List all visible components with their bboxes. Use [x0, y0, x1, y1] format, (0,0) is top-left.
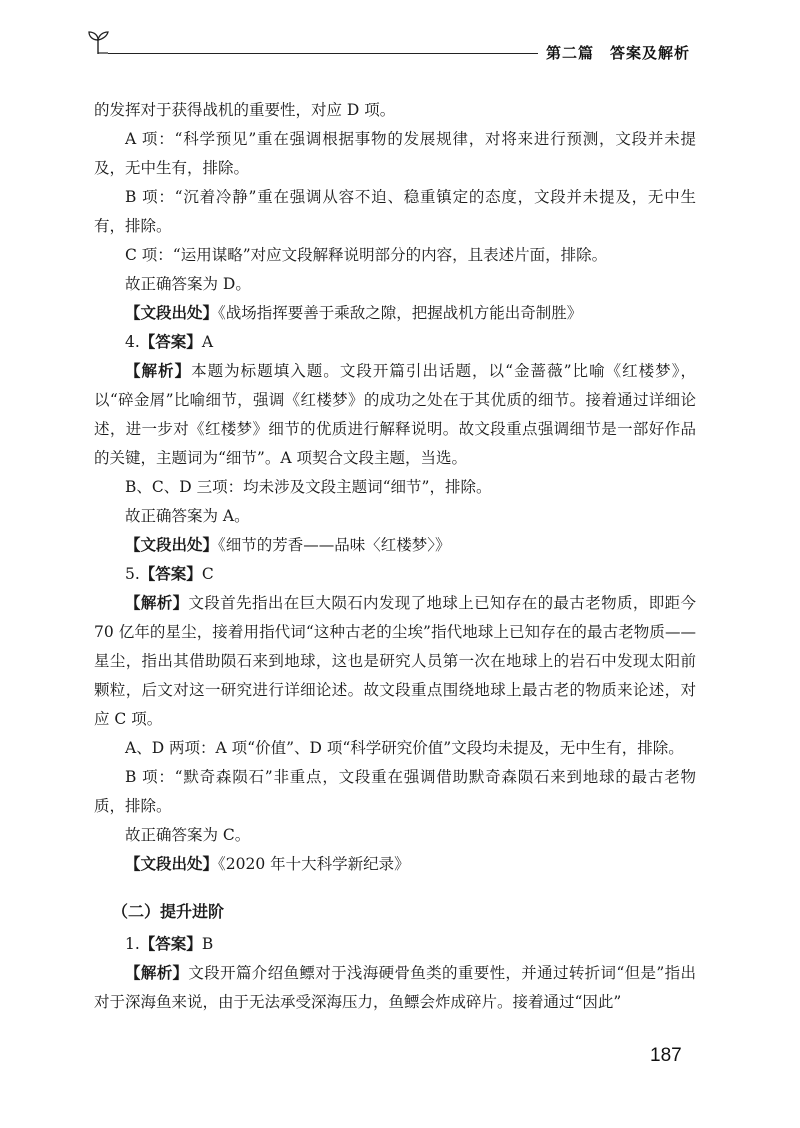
- answer-tag: 【答案】: [139, 333, 202, 351]
- analysis-paragraph: 【解析】文段首先指出在巨大陨石内发现了地球上已知存在的最古老物质，即距今 70 亿年的星尘，接着用指代词“这种古老的尘埃”指代地球上已知存在的最古老物质——星尘，指出其借助陨石来到地球，这也是研究人员第一次在地球上的岩石中发现太阳前颗粒，后文对这一研究进行详细论述。故文段重点围绕地球上最古老的物质来论述，对应 C 项。: [94, 594, 696, 728]
- paragraph: 的发挥对于获得战机的重要性，对应 D 项。: [94, 101, 396, 119]
- answer-paragraph: 1.【答案】B: [125, 935, 214, 953]
- analysis-tag: 【解析】: [125, 362, 192, 380]
- answer-tag: 【答案】: [139, 935, 202, 953]
- analysis-tag: 【解析】: [125, 594, 189, 612]
- paragraph: 故正确答案为 A。: [125, 507, 250, 525]
- paragraph: C 项：“运用谋略”对应文段解释说明部分的内容，且表述片面，排除。: [125, 246, 608, 264]
- answer-tag: 【答案】: [139, 565, 202, 583]
- paragraph: A 项：“科学预见”重在强调根据事物的发展规律，对将来进行预测，文段并未提及，无中生有，排除。: [94, 130, 696, 177]
- source-paragraph: 【文段出处】《2020 年十大科学新纪录》: [125, 855, 410, 873]
- header-title: 第二篇 答案及解析: [546, 44, 691, 62]
- paragraph: B、C、D 三项：均未涉及文段主题词“细节”，排除。: [125, 478, 492, 496]
- source-paragraph: 【文段出处】《细节的芳香——品味〈红楼梦〉》: [125, 536, 451, 554]
- paragraph: B 项：“默奇森陨石”非重点，文段重在强调借助默奇森陨石来到地球的最古老物质，排除。: [94, 768, 696, 815]
- page-number: 187: [650, 1045, 682, 1066]
- paragraph: 故正确答案为 D。: [125, 275, 251, 293]
- header-rule: [108, 53, 538, 54]
- analysis-paragraph: 【解析】本题为标题填入题。文段开篇引出话题，以“金蔷薇”比喻《红楼梦》，以“碎金屑”比喻细节，强调《红楼梦》的成功之处在于其优质的细节。接着通过详细论述，进一步对《红楼梦》细节的优质进行解释说明。故文段重点强调细节是一部好作品的关键，主题词为“细节”。A 项契合文段主题，当选。: [94, 362, 696, 467]
- analysis-paragraph: 【解析】文段开篇介绍鱼鳔对于浅海硬骨鱼类的重要性，并通过转折词“但是”指出对于深海鱼来说，由于无法承受深海压力，鱼鳔会炸成碎片。接着通过“因此”: [94, 964, 696, 1011]
- paragraph: 故正确答案为 C。: [125, 826, 251, 844]
- analysis-tag: 【解析】: [125, 964, 189, 982]
- source-paragraph: 【文段出处】《战场指挥要善于乘敌之隙，把握战机方能出奇制胜》: [125, 304, 583, 322]
- page-content: [94, 96, 696, 1017]
- section-heading: （二）提升进阶: [112, 902, 225, 921]
- source-tag: 【文段出处】: [125, 536, 219, 554]
- source-tag: 【文段出处】: [125, 855, 219, 873]
- answer-paragraph: 4.【答案】A: [125, 333, 214, 351]
- source-tag: 【文段出处】: [125, 304, 219, 322]
- answer-paragraph: 5.【答案】C: [125, 565, 214, 583]
- paragraph: B 项：“沉着冷静”重在强调从容不迫、稳重镇定的态度，文段并未提及，无中生有，排除。: [94, 188, 696, 235]
- paragraph: A、D 两项：A 项“价值”、D 项“科学研究价值”文段均未提及，无中生有，排除。: [125, 739, 684, 757]
